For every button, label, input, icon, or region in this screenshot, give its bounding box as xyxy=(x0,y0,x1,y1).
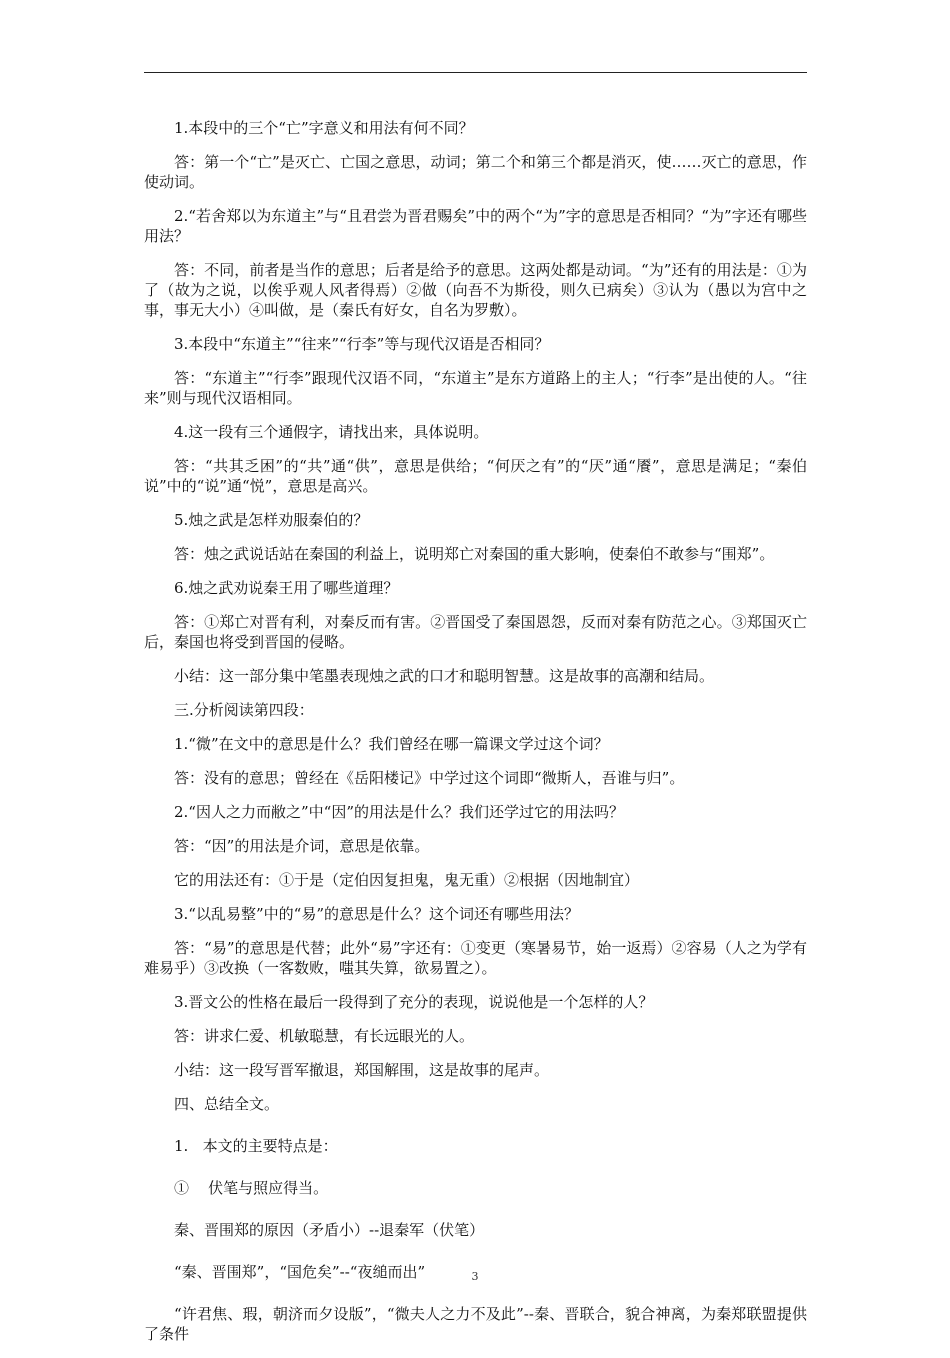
paragraph: 答：烛之武说话站在秦国的利益上，说明郑亡对秦国的重大影响，使秦伯不敢参与“围郑”。 xyxy=(174,545,775,563)
paragraph: 1. 本文的主要特点是： xyxy=(174,1137,338,1155)
section-heading: 四、总结全文。 xyxy=(174,1095,280,1113)
paragraph: 答：“共其乏困”的“共”通“供”，意思是供给；“何厌之有”的“厌”通“餍”，意思是满足；“秦伯说”中的“说”通“悦”，意思是高兴。 xyxy=(144,457,807,495)
paragraph: 3.本段中“东道主”“往来”“行李”等与现代汉语是否相同？ xyxy=(174,335,550,353)
paragraph: 3.晋文公的性格在最后一段得到了充分的表现，说说他是一个怎样的人？ xyxy=(174,993,654,1011)
paragraph: “许君焦、瑕，朝济而夕设版”，“微夫人之力不及此”--秦、晋联合，貌合神离，为秦郑联盟提供了条件 xyxy=(144,1305,807,1343)
paragraph: 答：“因”的用法是介词，意思是依靠。 xyxy=(174,837,430,855)
paragraph: 答：没有的意思；曾经在《岳阳楼记》中学过这个词即“微斯人，吾谁与归”。 xyxy=(174,769,685,787)
paragraph: 答：第一个“亡”是灭亡、亡国之意思，动词；第二个和第三个都是消灭，使……灭亡的意思，作使动词。 xyxy=(144,153,807,191)
document-body xyxy=(144,118,807,1358)
paragraph: 2.“因人之力而敝之”中“因”的用法是什么？我们还学过它的用法吗？ xyxy=(174,803,624,821)
paragraph: 秦、晋围郑的原因（矛盾小）--退秦军（伏笔） xyxy=(174,1221,485,1239)
paragraph: 答：①郑亡对晋有利，对秦反而有害。②晋国受了秦国恩怨，反而对秦有防范之心。③郑国灭亡后，秦国也将受到晋国的侵略。 xyxy=(144,613,807,651)
paragraph: 1.本段中的三个“亡”字意义和用法有何不同？ xyxy=(174,119,474,137)
paragraph: 小结：这一部分集中笔墨表现烛之武的口才和聪明智慧。这是故事的高潮和结局。 xyxy=(174,667,715,685)
paragraph: 小结：这一段写晋军撤退，郑国解围，这是故事的尾声。 xyxy=(174,1061,550,1079)
paragraph: 2.“若舍郑以为东道主”与“且君尝为晋君赐矣”中的两个“为”字的意思是否相同？“为”字还有哪些用法？ xyxy=(144,207,807,245)
page-number: 3 xyxy=(471,1270,479,1283)
paragraph: 4.这一段有三个通假字，请找出来，具体说明。 xyxy=(174,423,489,441)
paragraph: ① 伏笔与照应得当。 xyxy=(174,1179,329,1197)
paragraph: 答：不同，前者是当作的意思；后者是给予的意思。这两处都是动词。“为”还有的用法是：①为了（故为之说，以俟乎观人风者得焉）②做（向吾不为斯役，则久已病矣）③认为（愚以为宫中之事，事无大小）④叫做，是（秦氏有好女，自名为罗敷）。 xyxy=(144,261,807,319)
paragraph: 答：讲求仁爱、机敏聪慧，有长远眼光的人。 xyxy=(174,1027,475,1045)
paragraph: 3.“以乱易整”中的“易”的意思是什么？这个词还有哪些用法？ xyxy=(174,905,579,923)
paragraph: 6.烛之武劝说秦王用了哪些道理？ xyxy=(174,579,399,597)
paragraph: 答：“易”的意思是代替；此外“易”字还有：①变更（寒暑易节，始一返焉）②容易（人之为学有难易乎）③改换（一客数败，嗤其失算，欲易置之）。 xyxy=(144,939,807,977)
section-heading: 三.分析阅读第四段： xyxy=(174,701,314,719)
paragraph: 5.烛之武是怎样劝服秦伯的？ xyxy=(174,511,369,529)
paragraph: 答：“东道主”“行李”跟现代汉语不同，“东道主”是东方道路上的主人；“行李”是出使的人。“往来”则与现代汉语相同。 xyxy=(144,369,807,407)
paragraph: “秦、晋围郑”，“国危矣”--“夜缒而出” xyxy=(174,1263,426,1281)
paragraph: 1.“微”在文中的意思是什么？我们曾经在哪一篇课文学过这个词？ xyxy=(174,735,609,753)
header-rule xyxy=(144,72,807,73)
paragraph: 它的用法还有：①于是（定伯因复担鬼，鬼无重）②根据（因地制宜） xyxy=(174,871,640,889)
